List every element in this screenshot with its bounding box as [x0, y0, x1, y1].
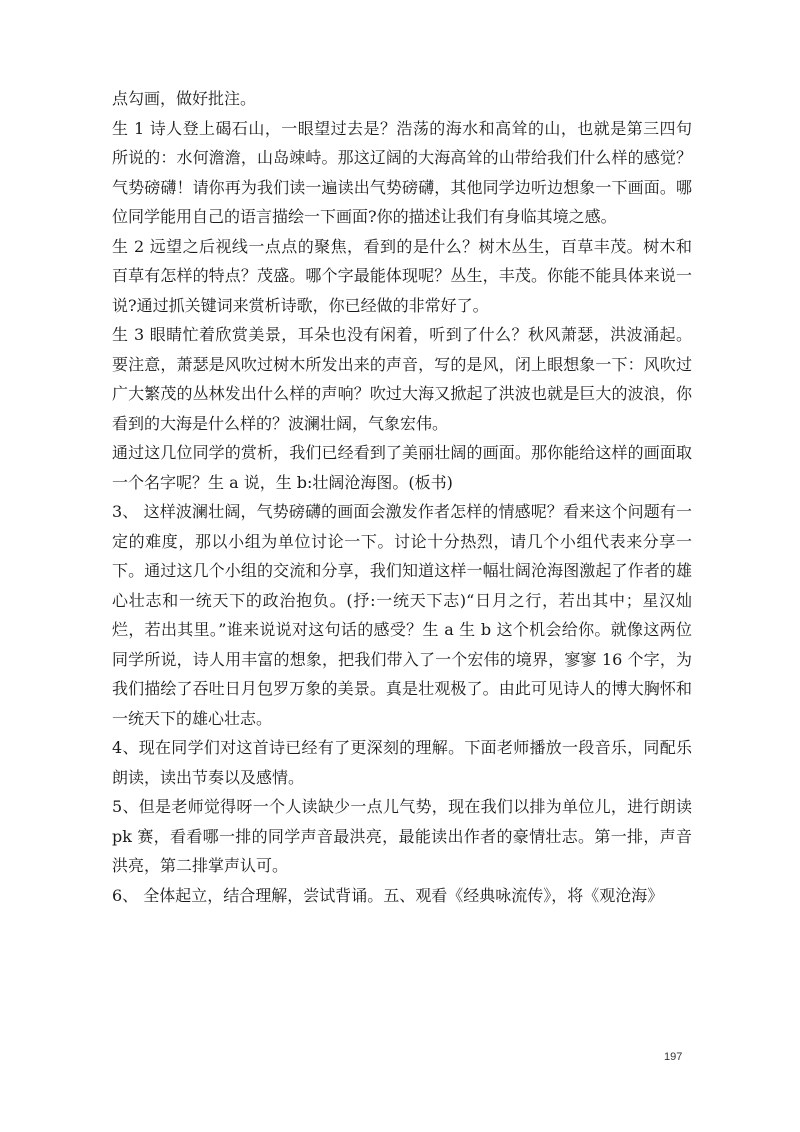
paragraph-step-4: 4、现在同学们对这首诗已经有了更深刻的理解。下面老师播放一段音乐，同配乐朗读，读出节奏以及感情。 — [112, 738, 692, 787]
paragraph-step-5: 5、但是老师觉得呀一个人读缺少一点儿气势，现在我们以排为单位儿，进行朗读 pk 赛，看看哪一排的同学声音最洪亮，最能读出作者的豪情壮志。第一排，声音洪亮，第二排掌声认可。 — [112, 797, 692, 875]
document-body — [112, 84, 692, 910]
page-number: 197 — [664, 1051, 683, 1063]
paragraph-summary: 通过这几位同学的赏析，我们已经看到了美丽壮阔的画面。那你能给这样的画面取一个名字呢？生 a 说，生 b:壮阔沧海图。(板书) — [112, 443, 692, 492]
paragraph-step-3: 3、 这样波澜壮阔，气势磅礴的画面会激发作者怎样的情感呢？看来这个问题有一定的难度，那以小组为单位讨论一下。讨论十分热烈，请几个小组代表来分享一下。通过这几个小组的交流和分享，我们知道这样一幅壮阔沧海图激起了作者的雄心壮志和一统天下的政治抱负。(抒:一统天下志)“日月之行，若出其中；星汉灿烂，若出其里。”谁来说说对这句话的感受？生 a 生 b 这个机会给你。就像这两位同学所说，诗人用丰富的想象，把我们带入了一个宏伟的境界，寥寥 16 个字，为我们描绘了吞吐日月包罗万象的美景。真是壮观极了。由此可见诗人的博大胸怀和一统天下的雄心壮志。 — [112, 502, 692, 728]
paragraph-student-1: 生 1 诗人登上碣石山，一眼望过去是？浩荡的海水和高耸的山，也就是第三四句所说的：水何澹澹，山岛竦峙。那这辽阔的大海高耸的山带给我们什么样的感觉？气势磅礴！请你再为我们读一遍读出气势磅礴，其他同学边听边想象一下画面。哪位同学能用自己的语言描绘一下画面?你的描述让我们有身临其境之感。 — [112, 118, 692, 226]
paragraph-step-6: 6、 全体起立，结合理解，尝试背诵。五、观看《经典咏流传》，将《观沧海》 — [112, 885, 664, 905]
paragraph-student-2: 生 2 远望之后视线一点点的聚焦，看到的是什么？树木丛生，百草丰茂。树木和百草有怎样的特点？茂盛。哪个字最能体现呢？丛生，丰茂。你能不能具体来说一说?通过抓关键词来赏析诗歌，你已经做的非常好了。 — [112, 236, 692, 315]
paragraph-student-3: 生 3 眼睛忙着欣赏美景，耳朵也没有闲着，听到了什么？秋风萧瑟，洪波涌起。要注意，萧瑟是风吹过树木所发出来的声音，写的是风，闭上眼想象一下：风吹过广大繁茂的丛林发出什么样的声响？吹过大海又掀起了洪波也就是巨大的波浪，你看到的大海是什么样的？波澜壮阔，气象宏伟。 — [112, 325, 692, 433]
paragraph-continuation: 点勾画，做好批注。 — [112, 89, 257, 108]
